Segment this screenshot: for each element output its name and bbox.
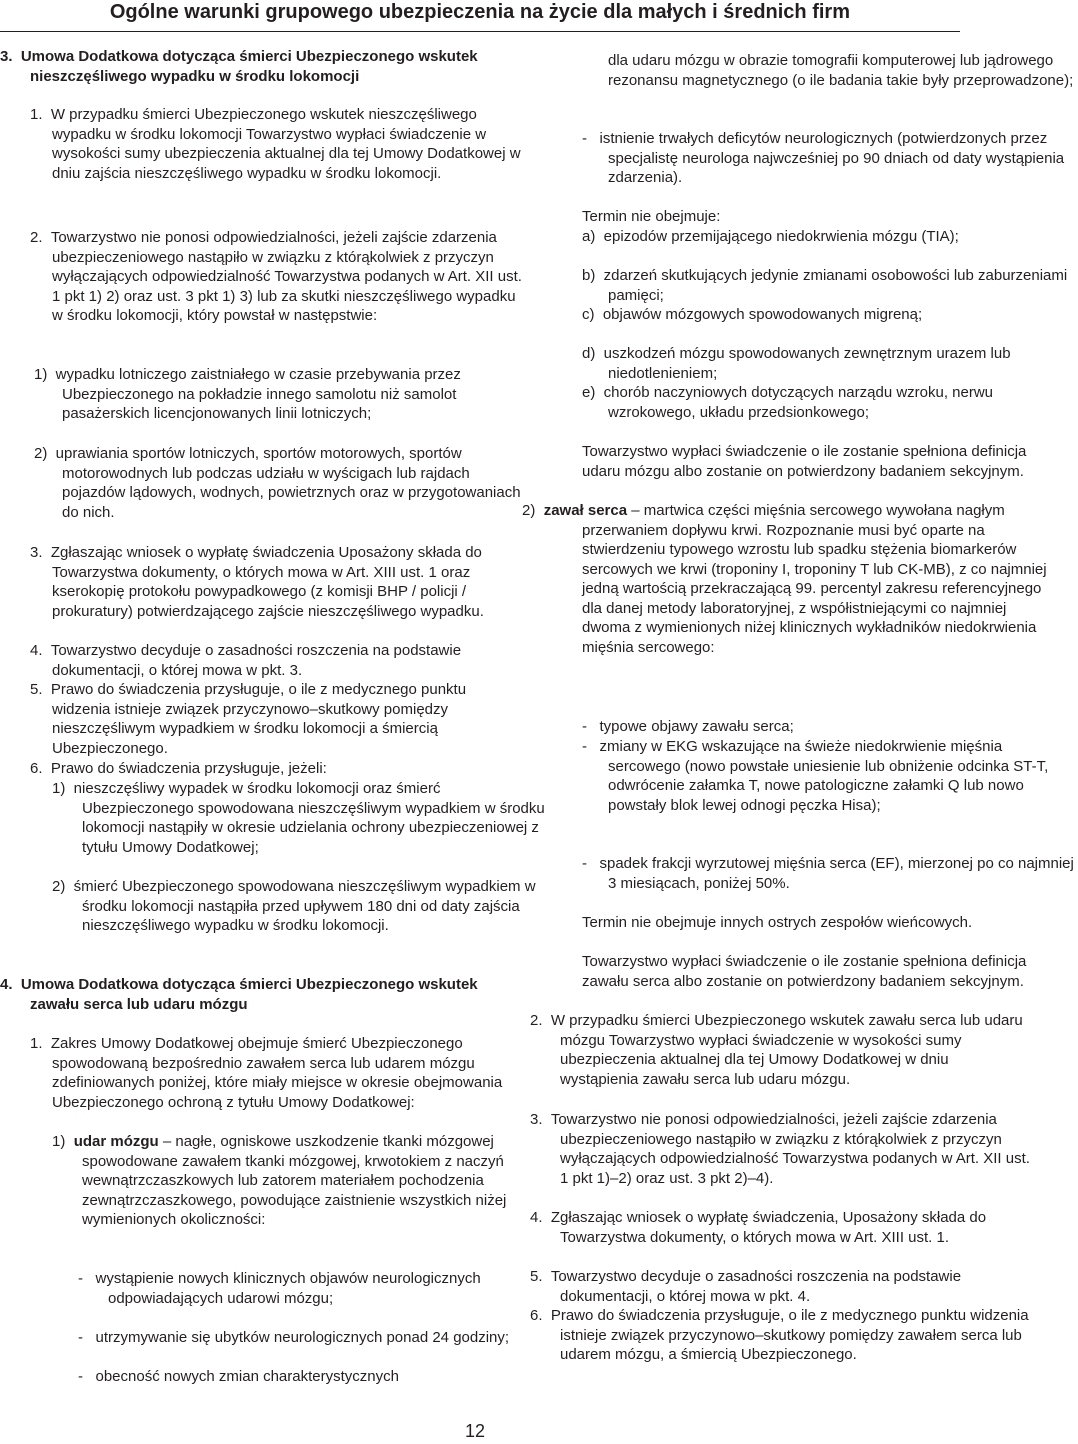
hearts-dash-3: - spadek frakcji wyrzutowej mięśnia serca (EF), mierzonej po co najmniej 3 miesiącach, poniżej 50%. [582, 855, 1074, 892]
exclusion-a: a) epizodów przemijającego niedokrwienia mózgu (TIA); [582, 228, 959, 245]
page-number: 12 [465, 1421, 486, 1441]
s4-paragraph-1: 1. Zakres Umowy Dodatkowej obejmuje śmierć Ubezpieczonego spowodowaną bezpośrednio zawałem serca lub udarem mózgu zdefiniowanych poniżej, które miały miejsce w okresie obejmowania Ubezpieczonego ochroną z tytułu Umowy Dodatkowej: [30, 1035, 503, 1111]
s3-p6-item-1: 1) nieszczęśliwy wypadek w środku lokomocji oraz śmierć Ubezpieczonego spowodowana nieszczęśliwym wypadkiem w środku lokomocji nastąpiły w okresie udzielania ochrony ubezpieczeniowej z tytułu Umowy Dodatkowej; [52, 780, 545, 856]
s3-p2-item-2: 2) uprawiania sportów lotniczych, sportów motorowych, sportów motorowodnych lub podczas udziału w wyścigach lub rajdach pojazdów lądowych, wodnych, powietrznych oraz w przygotowaniach do nich. [34, 445, 521, 521]
term-definition: – martwica części mięśnia sercowego wywołana nagłym przerwaniem dopływu krwi. Rozpoznanie musi być oparte na stwierdzeniu typowego wzrostu lub spadku stężenia biomarkerów sercowych we krwi (troponiny I, troponiny T lub CK-MB), z co najmniej jedną wartością przekraczającą 99. percentyl zakresu referencyjnego dla danej metody laboratoryjnej, z współistniejącymi co najmniej dwoma z wymienionych niżej klinicznych wykładników niedokrwienia mięśnia sercowego: [582, 502, 1047, 656]
heart-exclusion-note: Termin nie obejmuje innych ostrych zespołów wieńcowych. [582, 914, 973, 931]
dash-continuation: dla udaru mózgu w obrazie tomografii komputerowej lub jądrowego rezonansu magnetycznego (o ile badania takie były przeprowadzone); [608, 52, 1074, 89]
item-number: 1) [52, 1133, 74, 1150]
exclusion-c: c) objawów mózgowych spowodowanych migreną; [582, 306, 923, 323]
page-header [0, 0, 960, 32]
s4-paragraph-6: 6. Prawo do świadczenia przysługuje, o ile z medycznego punktu widzenia istnieje związek przyczynowo–skutkowy pomiędzy zawałem serca lub udarem mózgu, a śmiercią Ubezpieczonego. [530, 1307, 1029, 1363]
s4-paragraph-3: 3. Towarzystwo nie ponosi odpowiedzialności, jeżeli zajście zdarzenia ubezpieczeniowego nastąpiło w związku z którąkolwiek z przyczyn wyłączających odpowiedzialność Towarzystwa podanych w Art. XII ust. 1 pkt 1)–2) oraz ust. 3 pkt 2)–4). [530, 1111, 1030, 1187]
s4-paragraph-2: 2. W przypadku śmierci Ubezpieczonego wskutek zawału serca lub udaru mózgu Towarzystwo wypłaci świadczenie w wysokości sumy ubezpieczenia aktualnej dla tej Umowy Dodatkowej w dniu wystąpienia zawału serca lub udaru mózgu. [530, 1012, 1023, 1088]
hearts-dash-1: - typowe objawy zawału serca; [582, 718, 794, 735]
exclusion-e: e) chorób naczyniowych dotyczących narządu wzroku, nerwu wzrokowego, układu przedsionkowego; [582, 384, 994, 421]
s3-paragraph-4: 4. Towarzystwo decyduje o zasadności roszczenia na podstawie dokumentacji, o której mowa w pkt. 3. [30, 642, 462, 679]
s3-paragraph-6: 6. Prawo do świadczenia przysługuje, jeżeli: [30, 760, 327, 777]
section-3-heading: 3. Umowa Dodatkowa dotycząca śmierci Ubezpieczonego wskutek nieszczęśliwego wypadku w środku lokomocji [0, 48, 478, 85]
heart-payout-note: Towarzystwo wypłaci świadczenie o ile zostanie spełniona definicja zawału serca albo zostanie on potwierdzony badaniem sekcyjnym. [582, 953, 1027, 990]
s3-p2-item-1: 1) wypadku lotniczego zaistniałego w czasie przebywania przez Ubezpieczonego na pokładzie innego samolotu niż samolot pasażerskich licencjonowanych linii lotniczych; [34, 366, 461, 422]
dash-item-4: - istnienie trwałych deficytów neurologicznych (potwierdzonych przez specjalistę neurologa najwcześniej po 90 dniach od daty wystąpienia zdarzenia). [582, 130, 1065, 186]
stroke-payout-note: Towarzystwo wypłaci świadczenie o ile zostanie spełniona definicja udaru mózgu albo zostanie on potwierdzony badaniem sekcyjnym. [582, 443, 1027, 480]
exclusion-b: b) zdarzeń skutkujących jedynie zmianami osobowości lub zaburzeniami pamięci; [582, 267, 1068, 304]
s4-p1-item-1 [0, 1132, 552, 1230]
item-number: 2) [522, 502, 544, 519]
exclusions-intro: Termin nie obejmuje: [582, 208, 721, 225]
section-4-heading: 4. Umowa Dodatkowa dotycząca śmierci Ubezpieczonego wskutek zawału serca lub udaru mózgu [0, 976, 478, 1013]
s3-p6-item-2: 2) śmierć Ubezpieczonego spowodowana nieszczęśliwym wypadkiem w środku lokomocji nastąpiła przed upływem 180 dni od daty zajścia nieszczęśliwego wypadku w środku lokomocji. [52, 878, 536, 934]
exclusion-d: d) uszkodzeń mózgu spowodowanych zewnętrznym urazem lub niedotlenieniem; [582, 345, 1011, 382]
s3-paragraph-2: 2. Towarzystwo nie ponosi odpowiedzialności, jeżeli zajście zdarzenia ubezpieczeniowego nastąpiło w związku z którąkolwiek z przyczyn wyłączających odpowiedzialność Towarzystwa podanych w Art. XII ust. 1 pkt 1) 2) oraz ust. 3 pkt 1) 3) lub za skutki nieszczęśliwego wypadku w środku lokomocji, który powstał w następstwie: [30, 229, 522, 324]
s3-paragraph-5: 5. Prawo do świadczenia przysługuje, o ile z medycznego punktu widzenia istnieje związek przyczynowo–skutkowy pomiędzy nieszczęśliwym wypadkiem w środku lokomocji a śmiercią Ubezpieczonego. [30, 681, 467, 757]
s3-paragraph-1: 1. W przypadku śmierci Ubezpieczonego wskutek nieszczęśliwego wypadku w środku lokomocji Towarzystwo wypłaci świadczenie w wysokości sumy ubezpieczenia aktualnej dla tej Umowy Dodatkowej w dniu zajścia nieszczęśliwego wypadku w środku lokomocji. [30, 106, 521, 182]
term-stroke: udar mózgu [73, 1133, 159, 1150]
term-definition: – nagłe, ogniskowe uszkodzenie tkanki mózgowej spowodowane zawałem tkanki mózgowej, krwotokiem z naczyń wewnątrzczaszkowych lub zatorem materiałem pochodzenia zewnątrzczaszkowego, powodujące zaistnienie wszystkich niżej wymienionych okoliczności: [82, 1133, 507, 1228]
s4-paragraph-4: 4. Zgłaszając wniosek o wypłatę świadczenia, Uposażony składa do Towarzystwa dokumenty, o których mowa w Art. XIII ust. 1. [530, 1209, 987, 1246]
s4-p1-item-2 [490, 501, 1052, 657]
s4-paragraph-5: 5. Towarzystwo decyduje o zasadności roszczenia na podstawie dokumentacji, o której mowa w pkt. 4. [530, 1268, 962, 1305]
s4-dash-item-3: - obecność nowych zmian charakterystycznych [78, 1368, 399, 1385]
header-divider [0, 31, 960, 32]
term-heart-attack: zawał serca [543, 502, 628, 519]
s4-dash-item-2: - utrzymywanie się ubytków neurologicznych ponad 24 godziny; [78, 1329, 510, 1346]
document-title: Ogólne warunki grupowego ubezpieczenia na życie dla małych i średnich firm [109, 1, 850, 23]
hearts-dash-2: - zmiany w EKG wskazujące na świeże niedokrwienie mięśnia sercowego (nowo powstałe uniesienie lub obniżenie odcinka ST-T, odwrócenie załamka T, nowe patologiczne załamki Q lub nowo powstały blok lewej odnogi pęczka Hisa); [582, 738, 1049, 814]
s3-paragraph-3: 3. Zgłaszając wniosek o wypłatę świadczenia Uposażony składa do Towarzystwa dokumenty, o których mowa w Art. XIII ust. 1 oraz kserokopię protokołu powypadkowego (z komisji BHP / policji / prokuratury) potwierdzającego zajście nieszczęśliwego wypadku. [30, 544, 484, 620]
s4-dash-item-1: - wystąpienie nowych klinicznych objawów neurologicznych odpowiadających udarowi mózgu; [78, 1270, 481, 1307]
